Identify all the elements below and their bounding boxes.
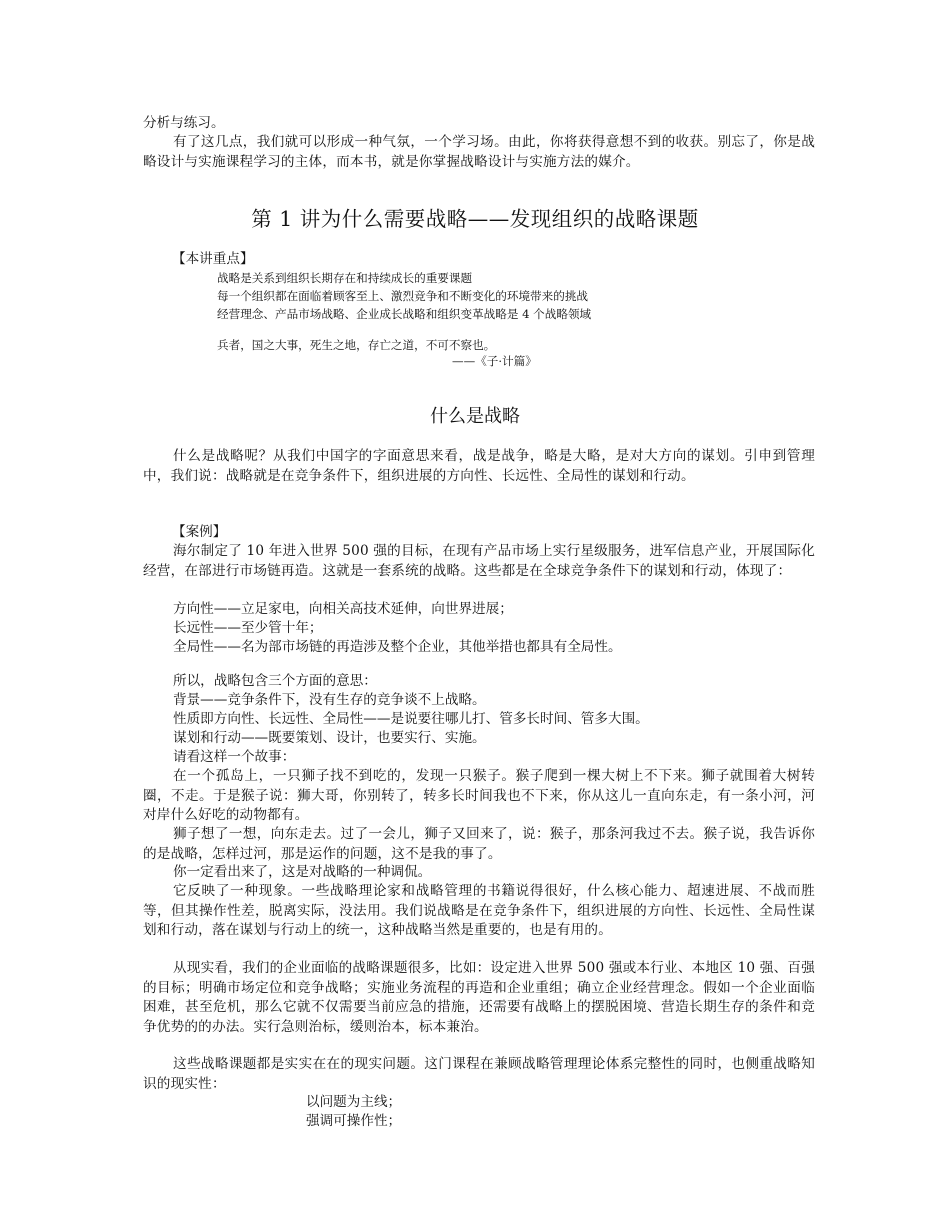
key-point-item: 经营理念、产品市场战略、企业成长战略和组织变革战略是 4 个战略领域	[217, 307, 592, 321]
body-line: 所以，战略包含三个方面的意思：	[173, 673, 377, 689]
body-paragraph: 什么是战略呢？从我们中国字的字面意思来看，战是战争，略是大略，是对大方向的谋划。引申到管理中，我们说：战略就是在竞争条件下，组织进展的方向性、长远性、全局性的谋划和行动。	[143, 448, 815, 484]
case-line: 全局性——名为部市场链的再造涉及整个企业，其他举措也都具有全局性。	[173, 639, 622, 655]
story-paragraph: 在一个孤岛上，一只狮子找不到吃的，发现一只猴子。猴子爬到一棵大树上不下来。狮子就围着大树转圈，不走。于是猴子说：狮大哥，你别转了，转多长时间我也不下来，你从这儿一直向东走，有一条小河，河对岸什么好吃的动物都有。	[143, 768, 815, 823]
key-points-label: 【本讲重点】	[172, 251, 254, 267]
intro-paragraph: 有了这几点，我们就可以形成一种气氛，一个学习场。由此，你将获得意想不到的收获。别忘了，你是战略设计与实施课程学习的主体，而本书，就是你掌握战略设计与实施方法的媒介。	[143, 134, 815, 170]
quote-text: 兵者，国之大事，死生之地，存亡之道，不可不察也。	[217, 338, 496, 352]
body-line: 你一定看出来了，这是对战略的一种调侃。	[173, 864, 432, 880]
story-paragraph: 狮子想了一想，向东走去。过了一会儿，狮子又回来了，说：猴子，那条河我过不去。猴子说，我告诉你的是战略，怎样过河，那是运作的问题，这不是我的事了。	[143, 826, 815, 862]
key-point-item: 战略是关系到组织长期存在和持续成长的重要课题	[217, 271, 473, 285]
bullet-line: 强调可操作性；	[306, 1113, 402, 1129]
quote-source: ——《子·计篇》	[452, 354, 537, 368]
intro-line: 分析与练习。	[143, 115, 225, 131]
chapter-title: 第 1 讲为什么需要战略——发现组织的战略课题	[251, 207, 699, 231]
body-paragraph: 从现实看，我们的企业面临的战略课题很多，比如：设定进入世界 500 强或本行业、本地区 10 强、百强的目标；明确市场定位和竞争战略；实施业务流程的再造和企业重组；确立企业经营理念。假如一个企业面临困难，甚至危机，那么它就不仅需要当前应急的措施，还需要有战略上的摆脱困境、营造长期生存的条件和竞争优势的的办法。实行急则治标，缓则治本，标本兼治。	[143, 960, 815, 1035]
case-line: 长远性——至少管十年；	[173, 620, 323, 636]
body-paragraph: 它反映了一种现象。一些战略理论家和战略管理的书籍说得很好，什么核心能力、超速进展、不战而胜等，但其操作性差，脱离实际，没法用。我们说战略是在竞争条件下，组织进展的方向性、长远性、全局性谋划和行动，落在谋划与行动上的统一，这种战略当然是重要的，也是有用的。	[143, 883, 815, 938]
meaning-line: 性质即方向性、长远性、全局性——是说要往哪儿打、管多长时间、管多大围。	[173, 711, 649, 727]
body-paragraph: 这些战略课题都是实实在在的现实问题。这门课程在兼顾战略管理理论体系完整性的同时，也侧重战略知识的现实性：	[143, 1056, 815, 1092]
key-point-item: 每一个组织都在面临着顾客至上、激烈竞争和不断变化的环境带来的挑战	[217, 289, 589, 303]
case-line: 方向性——立足家电，向相关高技术延伸，向世界进展；	[173, 601, 513, 617]
section-title: 什么是战略	[430, 406, 520, 427]
meaning-line: 背景——竞争条件下，没有生存的竞争谈不上战略。	[173, 692, 486, 708]
meaning-line: 谋划和行动——既要策划、设计，也要实行、实施。	[173, 730, 486, 746]
case-paragraph: 海尔制定了 10 年进入世界 500 强的目标，在现有产品市场上实行星级服务，进军信息产业，开展国际化经营，在部进行市场链再造。这就是一套系统的战略。这些都是在全球竞争条件下的谋划和行动，体现了：	[143, 543, 815, 579]
body-line: 请看这样一个故事：	[173, 749, 296, 765]
bullet-line: 以问题为主线；	[306, 1094, 402, 1110]
case-label: 【案例】	[172, 524, 227, 540]
